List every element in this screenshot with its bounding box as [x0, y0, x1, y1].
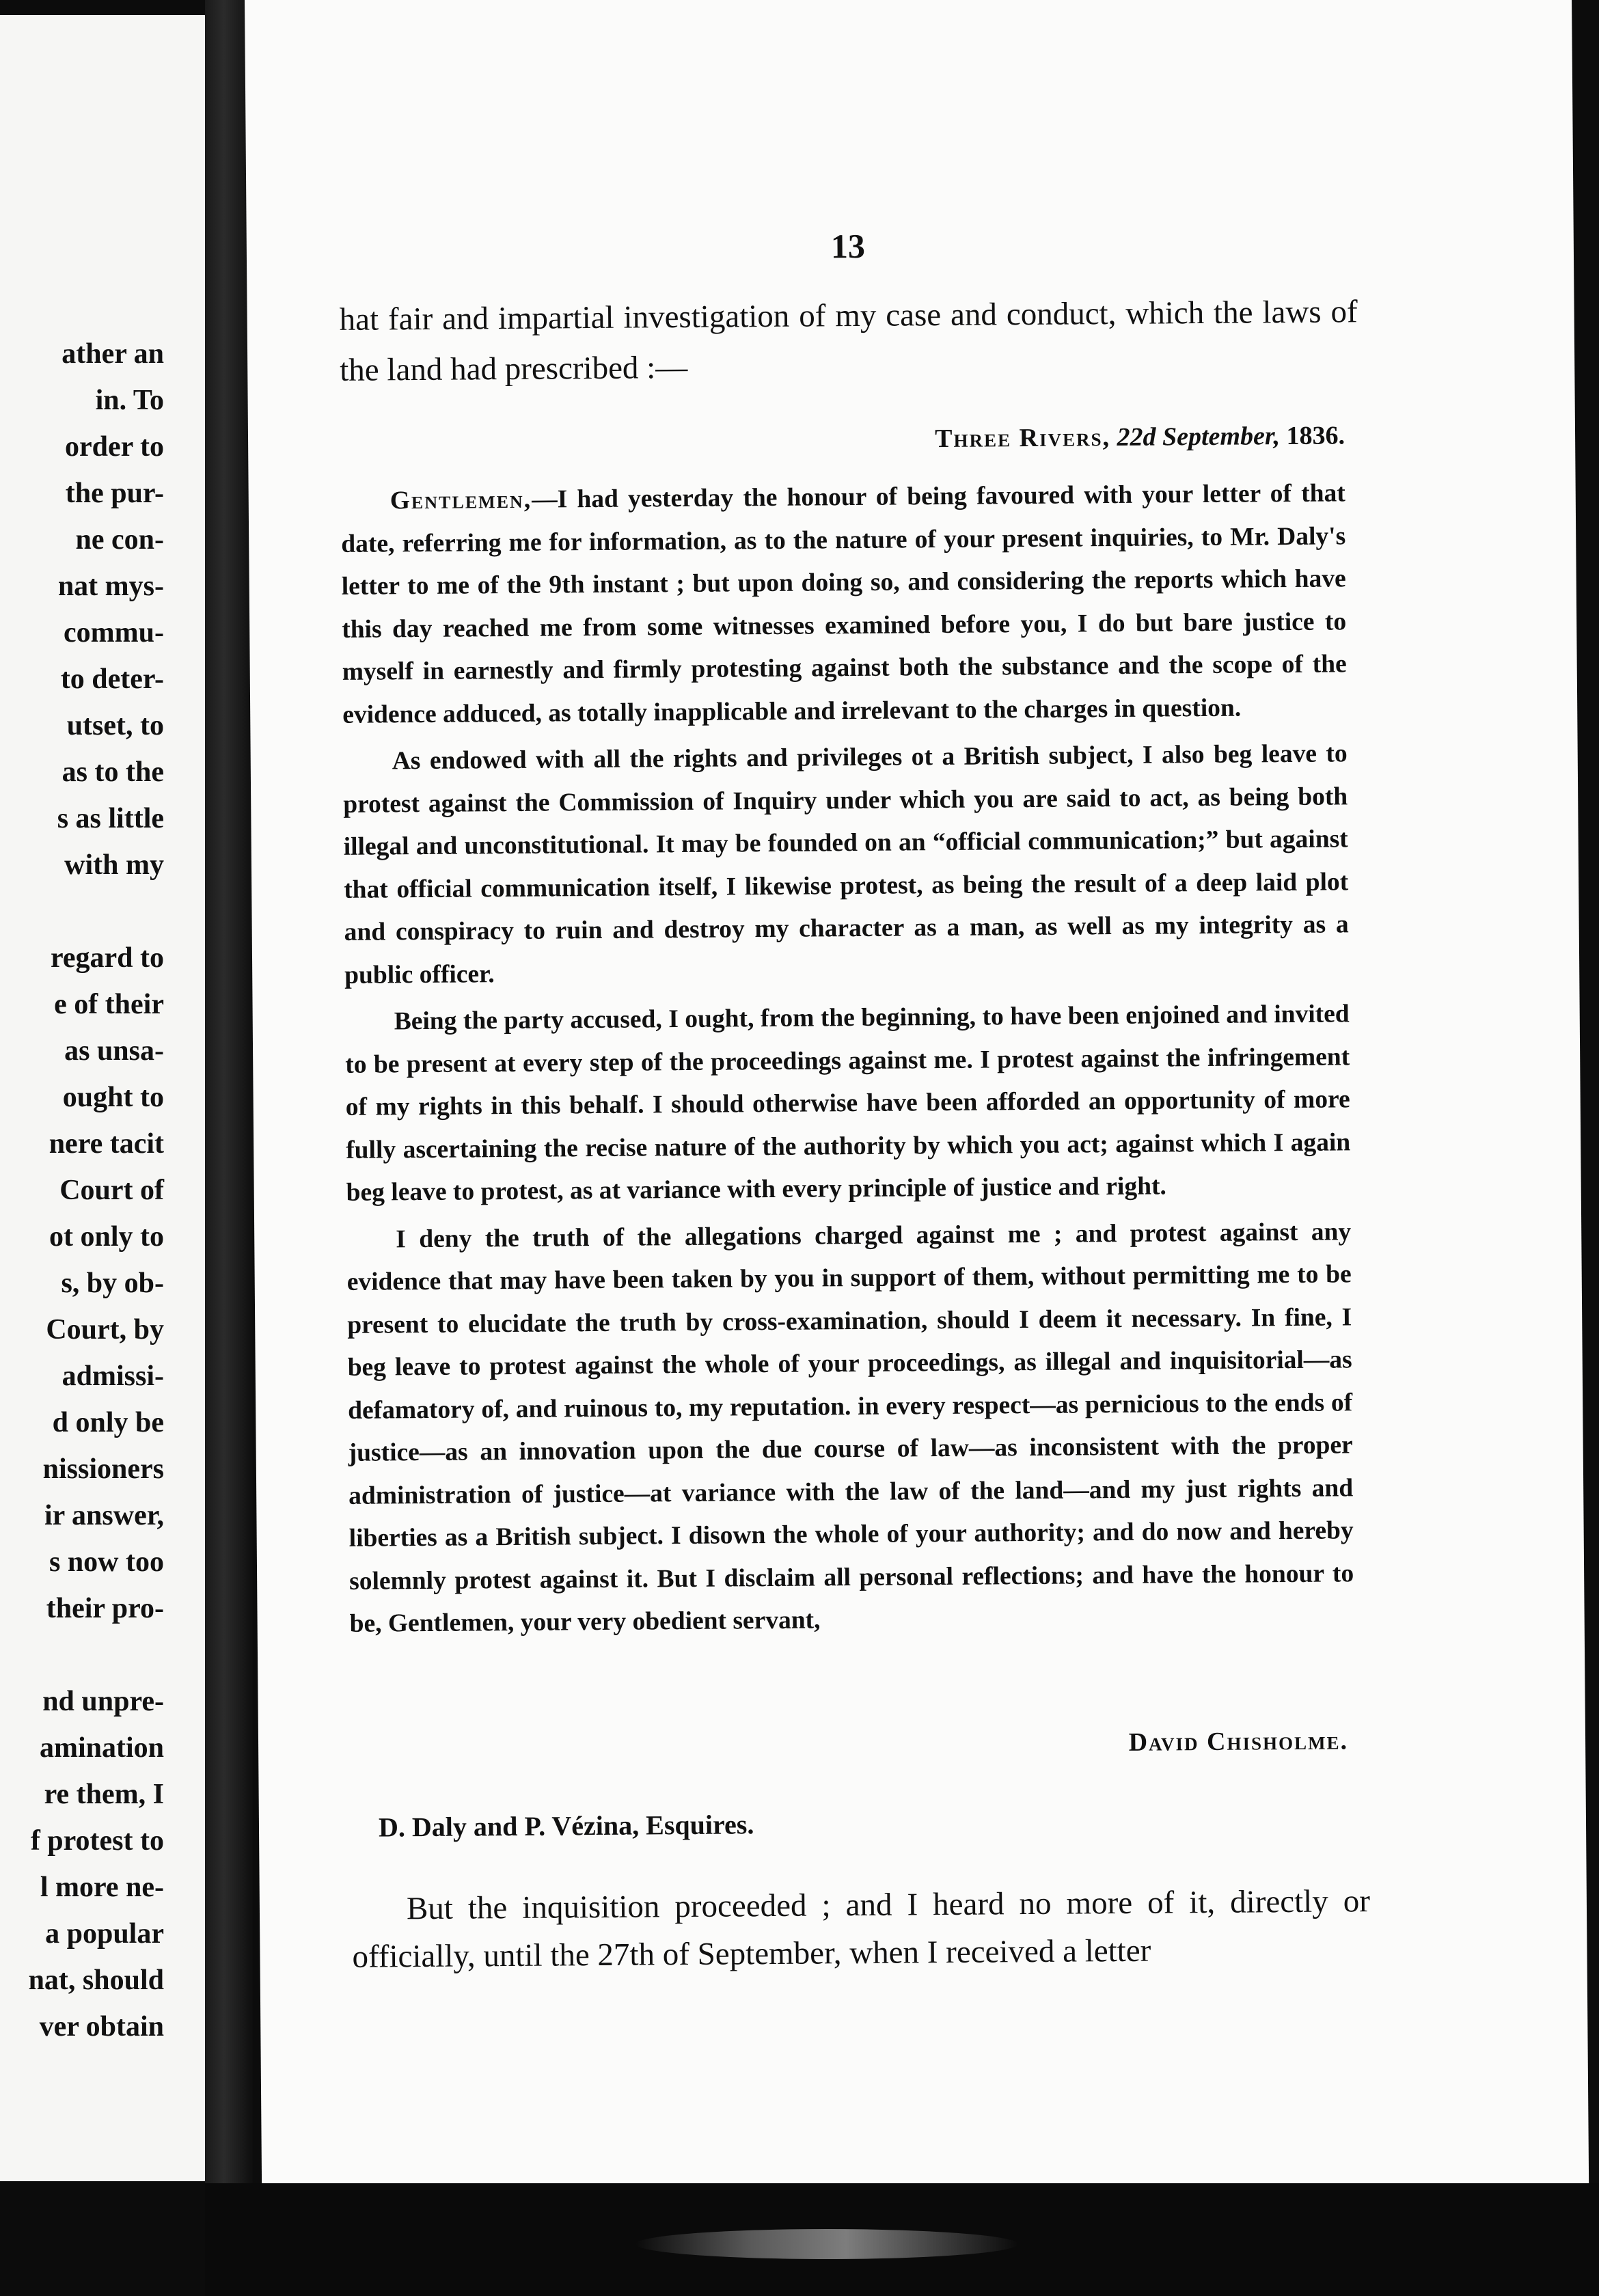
- previous-page-line: regard to: [50, 942, 164, 974]
- previous-page-line: s as little: [57, 803, 164, 834]
- previous-page-line: [29, 888, 164, 935]
- letter-paragraph: I deny the truth of the allegations charged against me ; and protest against any evidence that may have been taken by you in support of them, without permitting me to be present to elucidate the truth by cross-examination, should I deem it necessary. In fine, I beg leave to protest against the whole of your proceedings, as illegal and inquisitorial—as defamatory of, and ruinous to, my reputation. in every respect—as pernicious to the ends of justice—as an innovation upon the due course of law—as inconsistent with the proper administration of justice—at variance with the law of the land—and my just rights and liberties as a British subject. I disown the whole of your authority; and do now and hereby solemnly protest against it. But I disclaim all personal reflections; and have the honour to be, Gentlemen, your very obedient servant,: [346, 1217, 1354, 1638]
- letter-paragraph: [341, 472, 1348, 737]
- previous-page-line: their pro-: [46, 1593, 164, 1624]
- previous-page-line: nere tacit: [49, 1128, 164, 1160]
- dateline-year: 1836.: [1286, 421, 1345, 451]
- previous-page-line: commu-: [64, 617, 164, 648]
- previous-page-line: utset, to: [66, 710, 164, 741]
- previous-page-line: with my: [64, 849, 164, 881]
- previous-page-line: amination: [39, 1732, 164, 1764]
- letter-signature: David Chisholme.: [1128, 1726, 1349, 1757]
- letter-paragraph: Being the party accused, I ought, from the beginning, to have been enjoined and invited to be present at every step of the proceedings against me. I protest against the infringement of my rights in this behalf. I should otherwise have been afforded an opportunity of more fully ascertaining the recise nature of the authority by which you act; against which I again beg leave to protest, as at variance with every principle of justice and right.: [345, 1000, 1351, 1207]
- previous-page-line: l more ne-: [40, 1872, 164, 1903]
- previous-page-line: ather an: [62, 338, 164, 370]
- previous-page-line: order to: [64, 431, 164, 463]
- previous-page-line: ver obtain: [39, 2011, 164, 2042]
- intro-paragraph: hat fair and impartial investigation of my case and conduct, which the laws of the land had prescribed :—: [339, 294, 1358, 388]
- previous-page-line: nissioners: [42, 1453, 164, 1485]
- previous-page-line: to deter-: [60, 664, 164, 695]
- dateline-date: 22d September,: [1117, 422, 1281, 452]
- page-number: 13: [830, 226, 866, 266]
- letter-paragraph: As endowed with all the rights and privileges ot a British subject, I also beg leave to protest against the Commission of Inquiry under which you are said to act, as being both illegal and unconstitutional. It may be founded on an “official communication;” but against that official communication itself, I likewise protest, as being the result of a deep laid plot and conspiracy to ruin and destroy my character as a man, as well as my integrity as a public officer.: [343, 739, 1349, 989]
- previous-page-line: Court of: [59, 1175, 164, 1206]
- previous-page-line: in. To: [95, 385, 164, 416]
- scan-artifact: [636, 2229, 1018, 2259]
- previous-page-line: [29, 1632, 164, 1678]
- letter-paragraph-text: —I had yesterday the honour of being favoured with your letter of that date, referring me for information, as to the nature of your present inquiries, to Mr. Daly's letter to me of the 9th instant ; but upon doing so, and considering the reports which have this day reached me from some witnesses examined before you, I do but bare justice to myself in earnestly and firmly protesting against both the substance and the scope of the evidence adduced, as totally inapplicable and irrelevant to the charges in question.: [341, 479, 1347, 729]
- previous-page-line: a popular: [45, 1918, 164, 1950]
- previous-page-line: ought to: [62, 1082, 164, 1113]
- previous-page-line: s now too: [49, 1546, 164, 1578]
- previous-page-line: ir answer,: [44, 1500, 164, 1531]
- previous-page-line: e of their: [54, 989, 164, 1020]
- previous-page-line: f protest to: [30, 1825, 164, 1857]
- previous-page-line: nd unpre-: [42, 1686, 164, 1717]
- previous-page-text: [29, 331, 164, 2050]
- book-gutter: [205, 0, 253, 2296]
- previous-page-line: ot only to: [49, 1221, 164, 1253]
- letter-addressee: D. Daly and P. Vézina, Esquires.: [378, 1809, 754, 1843]
- previous-page-line: the pur-: [65, 478, 164, 509]
- previous-page-line: nat mys-: [57, 571, 164, 602]
- main-page: [245, 0, 1589, 2221]
- previous-page-line: as unsa-: [64, 1035, 164, 1067]
- previous-page-line: ne con-: [75, 524, 164, 556]
- previous-page-line: s, by ob-: [61, 1268, 164, 1299]
- dateline-place: Three Rivers,: [935, 423, 1111, 454]
- previous-page: [0, 15, 205, 2181]
- previous-page-line: as to the: [62, 756, 164, 788]
- previous-page-line: re them, I: [44, 1779, 164, 1810]
- previous-page-line: admissi-: [62, 1361, 164, 1392]
- previous-page-line: Court, by: [46, 1314, 164, 1345]
- closing-paragraph: But the inquisition proceeded ; and I heard no more of it, directly or officially, until the 27th of September, when I received a letter: [352, 1883, 1371, 1975]
- previous-page-line: d only be: [52, 1407, 164, 1438]
- letter-body: [341, 472, 1354, 1650]
- letter-salutation: Gentlemen,: [390, 485, 532, 515]
- letter-dateline: [935, 420, 1345, 454]
- previous-page-line: nat, should: [28, 1965, 164, 1996]
